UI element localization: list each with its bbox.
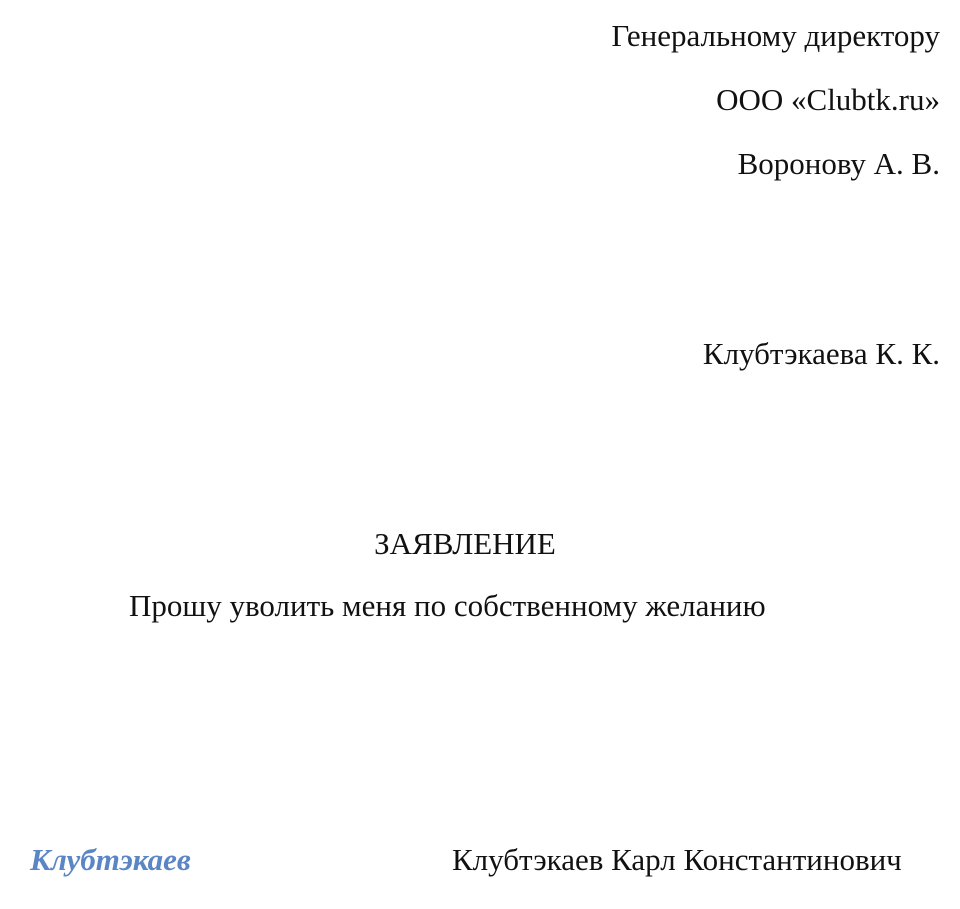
- request-text: Прошу уволить меня по собственному желанию: [129, 588, 766, 623]
- addressee-company: ООО «Clubtk.ru»: [716, 82, 940, 117]
- addressee-position: Генеральному директору: [611, 18, 940, 53]
- signer-full-name: Клубтэкаев Карл Константинович: [452, 842, 902, 877]
- addressee-name: Воронову А. В.: [737, 146, 940, 181]
- handwritten-signature: Клубтэкаев: [30, 842, 191, 877]
- document-title: ЗАЯВЛЕНИЕ: [374, 526, 556, 561]
- sender-name: Клубтэкаева К. К.: [702, 336, 940, 371]
